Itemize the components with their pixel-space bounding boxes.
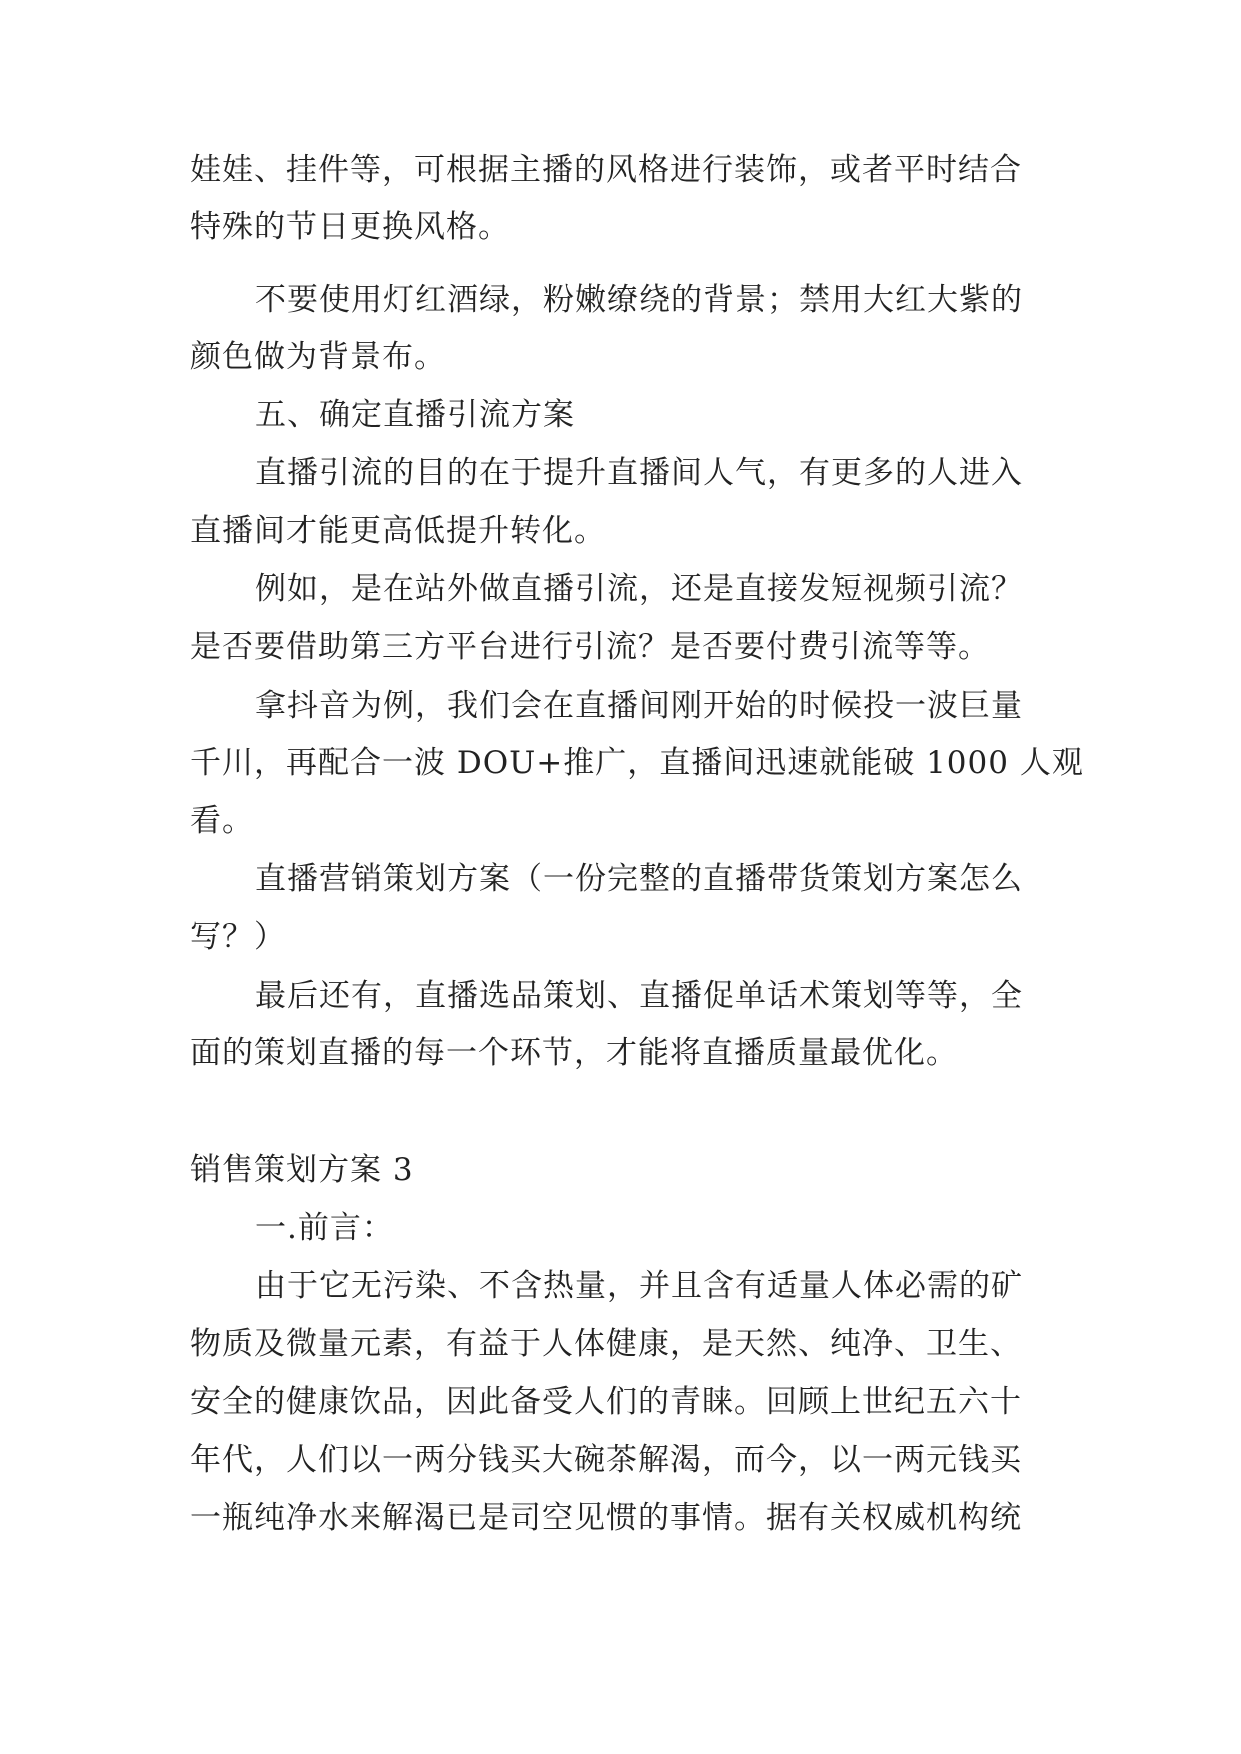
text-line: 拿抖音为例，我们会在直播间刚开始的时候投一波巨量 xyxy=(255,688,1023,724)
section-heading: 一.前言： xyxy=(255,1210,394,1246)
text-line: 看。 xyxy=(190,803,254,839)
text-line: 安全的健康饮品，因此备受人们的青睐。回顾上世纪五六十 xyxy=(190,1384,1022,1420)
text-line: 最后还有，直播选品策划、直播促单话术策划等等，全 xyxy=(255,978,1023,1014)
text-line: 直播引流的目的在于提升直播间人气，有更多的人进入 xyxy=(255,455,1023,491)
text-line: 直播间才能更高低提升转化。 xyxy=(190,513,606,549)
text-line: 一瓶纯净水来解渴已是司空见惯的事情。据有关权威机构统 xyxy=(190,1500,1022,1536)
text-line: 面的策划直播的每一个环节，才能将直播质量最优化。 xyxy=(190,1035,958,1071)
section-heading: 五、确定直播引流方案 xyxy=(255,397,575,433)
text-line: 特殊的节日更换风格。 xyxy=(190,209,510,245)
text-line: 娃娃、挂件等，可根据主播的风格进行装饰，或者平时结合 xyxy=(190,152,1022,188)
text-line: 例如，是在站外做直播引流，还是直接发短视频引流？ xyxy=(255,571,1023,607)
text-line: 颜色做为背景布。 xyxy=(190,339,446,375)
text-line: 直播营销策划方案（一份完整的直播带货策划方案怎么 xyxy=(255,861,1023,897)
text-line: 写？） xyxy=(190,919,286,955)
text-line: 不要使用灯红酒绿，粉嫩缭绕的背景；禁用大红大紫的 xyxy=(255,282,1023,318)
text-line: 由于它无污染、不含热量，并且含有适量人体必需的矿 xyxy=(255,1268,1023,1304)
text-line: 是否要借助第三方平台进行引流？是否要付费引流等等。 xyxy=(190,629,990,665)
text-line: 物质及微量元素，有益于人体健康，是天然、纯净、卫生、 xyxy=(190,1326,1022,1362)
document-title: 销售策划方案 3 xyxy=(190,1152,414,1188)
text-line: 千川，再配合一波 DOU+推广，直播间迅速就能破 1000 人观 xyxy=(190,745,1084,781)
text-line: 年代，人们以一两分钱买大碗茶解渴，而今，以一两元钱买 xyxy=(190,1442,1022,1478)
